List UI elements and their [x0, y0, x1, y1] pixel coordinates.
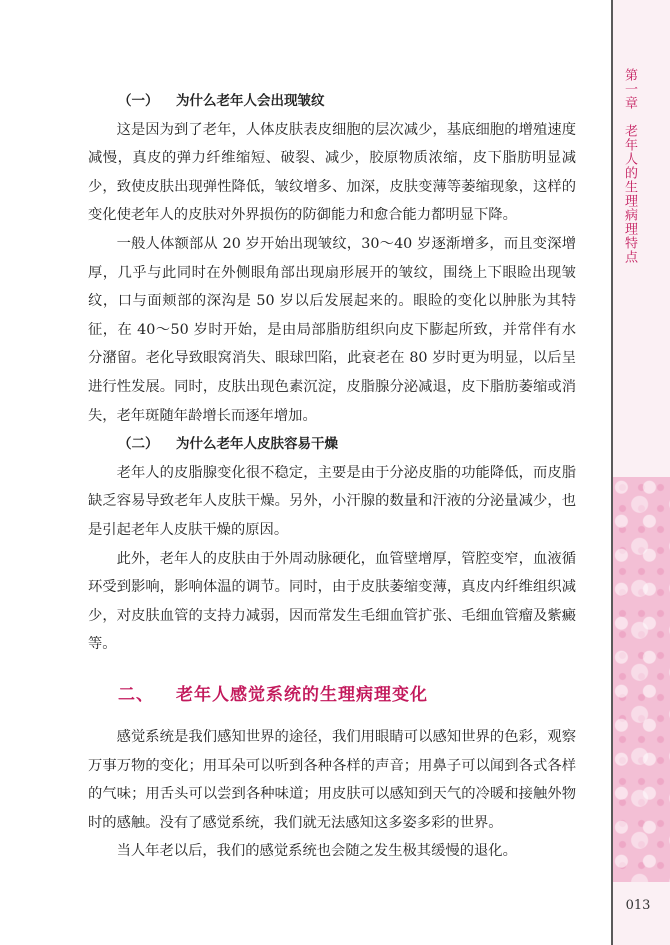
section-number: 二、 — [118, 685, 154, 705]
chapter-running-head — [620, 68, 638, 264]
subsection-number: （一） — [118, 93, 159, 109]
section-heading — [118, 680, 428, 705]
body-text-upper — [88, 87, 576, 659]
chapter-number: 第一章 — [622, 68, 637, 110]
chapter-title: 老年人的生理病理特点 — [622, 124, 637, 264]
section-title: 老年人感觉系统的生理病理变化 — [176, 685, 428, 705]
body-text-lower — [88, 723, 576, 866]
page-number: 013 — [625, 898, 651, 913]
paragraph: 此外，老年人的皮肤由于外周动脉硬化，血管壁增厚，管腔变窄，血液循环受到影响，影响体温的调节。同时，由于皮肤萎缩变薄，真皮内纤维组织减少，对皮肤血管的支持力减弱，因而常发生毛细血管扩张、毛细血管瘤及紫癜等。 — [88, 550, 576, 653]
floral-pattern-decoration — [613, 477, 670, 882]
paragraph: 老年人的皮脂腺变化很不稳定，主要是由于分泌皮脂的功能降低，而皮脂缺乏容易导致老年人皮肤干燥。另外，小汗腺的数量和汗液的分泌量减少，也是引起老年人皮肤干燥的原因。 — [88, 464, 576, 538]
subsection-number: （二） — [118, 436, 159, 453]
paragraph: 当人年老以后，我们的感觉系统也会随之发生极其缓慢的退化。 — [116, 843, 517, 860]
paragraph: 感觉系统是我们感知世界的途径，我们用眼睛可以感知世界的色彩，观察万事万物的变化；用耳朵可以听到各种各样的声音；用鼻子可以闻到各式各样的气味；用舌头可以尝到各种味道；用皮肤可以感知到天气的冷暖和接触外物时的感触。没有了感觉系统，我们就无法感知这多姿多彩的世界。 — [88, 729, 576, 831]
subsection-title: 为什么老年人皮肤容易干燥 — [176, 436, 338, 453]
subsection-heading-2 — [88, 430, 576, 459]
subsection-title: 为什么老年人会出现皱纹 — [176, 93, 325, 109]
subsection-heading-1 — [88, 87, 576, 116]
paragraph: 这是因为到了老年，人体皮肤表皮细胞的层次减少，基底细胞的增殖速度减慢，真皮的弹力纤维缩短、破裂、减少，胶原物质浓缩，皮下脂肪明显减少，致使皮肤出现弹性降低，皱纹增多、加深，皮肤变薄等萎缩现象，这样的变化使老年人的皮肤对外界损伤的防御能力和愈合能力都明显下降。 — [88, 121, 576, 224]
paragraph: 一般人体额部从 20 岁开始出现皱纹，30～40 岁逐渐增多，而且变深增厚，几乎与此同时在外侧眼角部出现扇形展开的皱纹，围绕上下眼睑出现皱纹，口与面颊部的深沟是 50 岁以后发展起来的。眼睑的变化以肿胀为其特征，在 40～50 岁时开始，是由局部脂肪组织向皮下膨起所致，并常伴有水分潴留。老化导致眼窝消失、眼球凹陷，此衰老在 80 岁时更为明显，以后呈进行性发展。同时，皮肤出现色素沉淀，皮脂腺分泌减退，皮下脂肪萎缩或消失，老年斑随年龄增长而逐年增加。 — [88, 235, 576, 424]
